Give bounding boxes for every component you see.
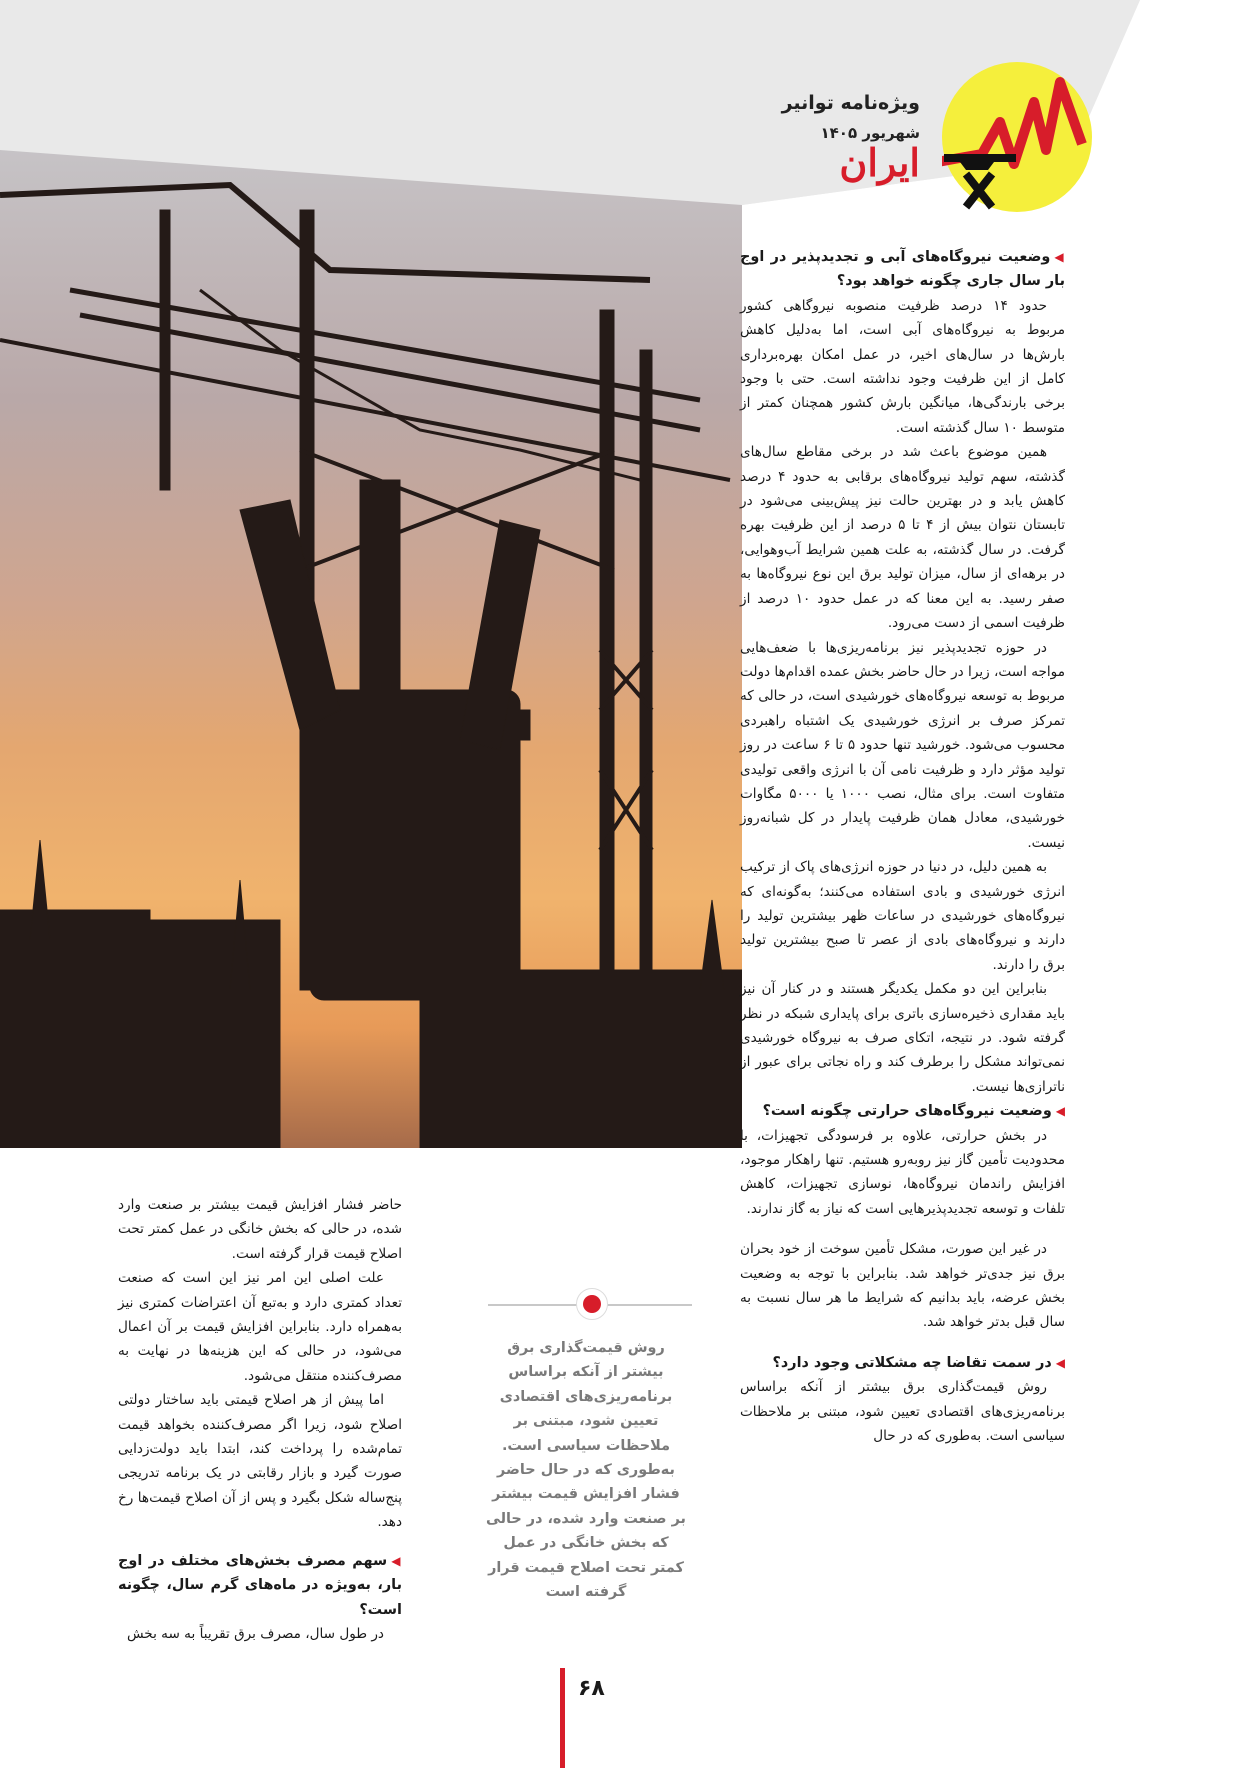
section-heading-demand — [740, 1351, 1065, 1375]
issue-date: شهریور ۱۴۰۵ — [820, 124, 920, 142]
supplement-title: ویژه‌نامه توانیر — [781, 92, 920, 114]
tavanir-logo-icon — [942, 62, 1092, 212]
heading-text: وضعیت نیروگاه‌های آبی و تجدیدپذیر در اوج بار سال جاری چگونه خواهد بود؟ — [740, 249, 1065, 290]
pull-quote-dot-icon — [576, 1288, 608, 1320]
paragraph: حدود ۱۴ درصد ظرفیت منصوبه نیروگاهی کشور مربوط به نیروگاه‌های آبی است، اما به‌دلیل کاهش بارش‌ها در سال‌های اخیر، در عمل امکان بهره‌برداری کامل از این ظرفیت وجود نداشته است. حتی با وجود برخی بارندگی‌ها، میانگین بارش کشور همچنان کمتر از متوسط ۱۰ سال گذشته است. — [740, 297, 1065, 436]
paragraph: در حوزه تجدیدپذیر نیز برنامه‌ریزی‌ها با ضعف‌هایی مواجه است، زیرا در حال حاضر بخش عمده اقدام‌ها دولت مربوط به توسعه نیروگاه‌های خورشیدی است، در حالی که تمرکز صرف بر انرژی خورشیدی یک اشتباه راهبردی محسوب می‌شود. خورشید تنها حدود ۵ تا ۶ ساعت در روز تولید مؤثر دارد و ظرفیت نامی آن با انرژی واقعی تولیدی متفاوت است. برای مثال، نصب ۱۰۰۰ یا ۵۰۰۰ مگاوات خورشیدی، معادل همان ظرفیت پایدار در کل شبانه‌روز نیست. — [740, 639, 1065, 851]
triangle-marker-icon: ◀ — [1055, 1355, 1065, 1370]
page-number-bar — [560, 1668, 565, 1768]
paragraph: علت اصلی این امر نیز این است که صنعت تعداد کمتری دارد و به‌تبع آن اعتراضات کمتری نیز به‌همراه دارد. بنابراین افزایش قیمت بر آن اعمال می‌شود، در حالی که این هزینه‌ها در نهایت به مصرف‌کننده منتقل می‌شود. — [118, 1270, 402, 1384]
heading-text: در سمت تقاضا چه مشکلاتی وجود دارد؟ — [772, 1354, 1052, 1371]
paragraph: به همین دلیل، در دنیا در حوزه انرژی‌های پاک از ترکیب انرژی خورشیدی و بادی استفاده می‌کنند؛ به‌گونه‌ای که نیروگاه‌های خورشیدی در ساعات ظهر بیشترین تولید را دارند و نیروگاه‌های بادی از عصر تا صبح بیشترین تولید برق را دارند. — [740, 859, 1065, 973]
triangle-marker-icon: ◀ — [1055, 1104, 1065, 1119]
brand-logotype: ایران — [839, 140, 920, 185]
article-left-column — [118, 1193, 402, 1646]
substation-sunset-photo — [0, 150, 742, 1148]
section-heading-thermal — [740, 1099, 1065, 1123]
heading-text: وضعیت نیروگاه‌های حرارتی چگونه است؟ — [762, 1103, 1052, 1120]
page-number: ۶۸ — [578, 1676, 605, 1701]
section-heading-hydro — [740, 245, 1065, 294]
paragraph: حاضر فشار افزایش قیمت بیشتر بر صنعت وارد شده، در حالی که بخش خانگی در عمل کمتر تحت اصلاح قیمت قرار گرفته است. — [118, 1197, 402, 1262]
paragraph: در غیر این صورت، مشکل تأمین سوخت از خود بحران برق نیز جدی‌تر خواهد شد. بنابراین با توجه به وضعیت بخش عرضه، باید بدانیم که شرایط ما هر سال نسبت به سال قبل بدتر خواهد شد. — [740, 1241, 1065, 1331]
masthead — [720, 92, 920, 185]
article-right-column — [740, 245, 1065, 1449]
paragraph: روش قیمت‌گذاری برق بیشتر از آنکه براساس برنامه‌ریزی‌های اقتصادی تعیین شود، مبتنی بر ملاحظات سیاسی است. به‌طوری که در حال — [740, 1379, 1065, 1445]
triangle-marker-icon: ◀ — [391, 1553, 402, 1568]
heading-text: سهم مصرف بخش‌های مختلف در اوج بار، به‌ویژه در ماه‌های گرم سال، چگونه است؟ — [118, 1552, 402, 1618]
pull-quote: روش قیمت‌گذاری برق بیشتر از آنکه براساس برنامه‌ریزی‌های اقتصادی تعیین شود، مبتنی بر ملاحظات سیاسی است. به‌طوری که در حال حاضر فشار افزایش قیمت بیشتر بر صنعت وارد شده، در حالی که بخش خانگی در عمل کمتر تحت اصلاح قیمت قرار گرفته است — [486, 1340, 686, 1601]
paragraph: در بخش حرارتی، علاوه بر فرسودگی تجهیزات، با محدودیت تأمین گاز نیز روبه‌رو هستیم. تنها راهکار موجود، افزایش راندمان نیروگاه‌ها، نوسازی تجهیزات، کاهش تلفات و توسعه تجدیدپذیرهایی است که نیاز به گاز ندارند. — [740, 1127, 1065, 1217]
paragraph: اما پیش از هر اصلاح قیمتی باید ساختار دولتی اصلاح شود، زیرا اگر مصرف‌کننده بخواهد قیمت تمام‌شده را پرداخت کند، ابتدا باید دولت‌زدایی صورت گیرد و بازار رقابتی در یک برنامه تدریجی پنج‌ساله شکل بگیرد و پس از آن اصلاح قیمت‌ها رخ دهد. — [118, 1392, 402, 1531]
triangle-marker-icon: ◀ — [1054, 250, 1065, 264]
section-heading-consumption — [118, 1549, 402, 1622]
paragraph: بنابراین این دو مکمل یکدیگر هستند و در کنار آن نیز باید مقداری ذخیره‌سازی باتری برای پایداری شبکه در نظر گرفته شود. در نتیجه، اتکای صرف به نیروگاه خورشیدی نمی‌تواند مشکل را برطرف کند و راه نجاتی برای عبور از ناترازی‌ها نیست. — [740, 981, 1065, 1095]
paragraph: همین موضوع باعث شد در برخی مقاطع سال‌های گذشته، سهم تولید نیروگاه‌های برقابی به حدود ۴ درصد کاهش یابد و در بهترین حالت نیز پیش‌بینی می‌شود در تابستان نتوان بیش از ۴ تا ۵ درصد از این ظرفیت بهره گرفت. در سال گذشته، به علت همین شرایط آب‌وهوایی، در برهه‌ای از سال، میزان تولید برق این نوع نیروگاه‌ها به صفر رسید. به این معنا که در عمل حدود ۱۰ درصد از ظرفیت اسمی از دست می‌رود. — [740, 444, 1066, 632]
paragraph: در طول سال، مصرف برق تقریباً به سه بخش — [126, 1625, 384, 1642]
